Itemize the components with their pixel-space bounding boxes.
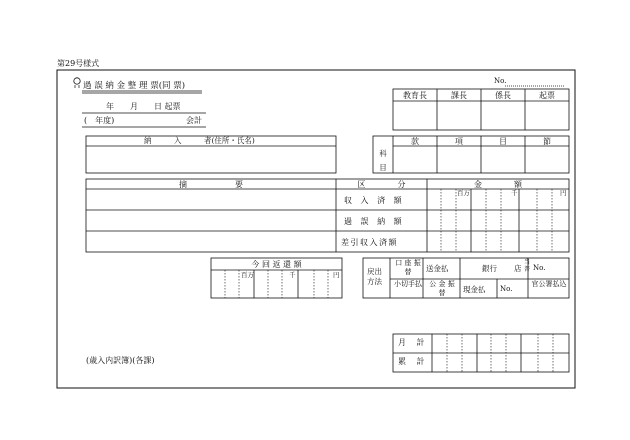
method-remittance: 送金払 [426,264,449,273]
total-cumulative: 累 計 [398,357,429,366]
kamoku-moku: 目 [499,137,507,146]
header-kingaku: 金 額 [474,180,522,189]
method-check: 小切手払 [394,280,422,288]
method-account-transfer: 口 座 振 替 [395,259,421,276]
form-number: 第29号様式 [57,59,100,68]
fiscal-label: ( 年度) [84,116,115,125]
date-line: 年 月 日 起票 [106,102,181,111]
header-kubun: 区 分 [357,180,406,189]
method-cash: 現金払 [463,285,486,294]
method-public-transfer: 公 金 振 替 [429,280,455,297]
account-label: 会計 [186,116,202,125]
footer-note: (歳入内訳簿)(各課) [86,356,155,365]
kamoku-label: 科目 [379,149,387,172]
payer-label: 納 入 者(住所・氏名) [144,136,255,145]
form-title: 過 誤 納 金 整 理 票(同 票) [83,81,186,91]
header-tekiyo: 摘 要 [179,180,243,189]
approval-kihyo: 起票 [539,91,555,100]
kamoku-kan: 款 [411,137,419,146]
unit-thousand: 千 [511,189,518,197]
punch-hole-icon [74,78,80,84]
unit-yen: 円 [560,189,567,197]
approval-kacho: 課長 [451,91,467,100]
unit-million: 百万 [457,189,470,197]
row-shunyu: 収 入 済 額 [344,196,405,205]
approval-kakaricho: 係長 [495,91,511,100]
refund-unit-yen: 円 [333,271,340,279]
method-branch-note: 当 普 [524,259,531,273]
row-kagonou: 過 誤 納 額 [344,217,405,226]
no-label: No. [494,77,507,85]
refund-label: 今 回 返 還 額 [251,260,302,269]
row-sashihiki: 差引収入済額 [341,238,398,247]
approval-kyoikucho: 教育長 [403,91,427,100]
refund-unit-million: 百万 [241,271,254,279]
method-payer-kind: 官公署払込 [531,280,567,288]
method-bank: 銀行 [482,264,497,273]
method-no: No. [533,264,546,272]
method-branch: 店 [514,264,522,273]
method-label: 戻出方法 [367,267,382,286]
kamoku-ko: 項 [455,137,463,146]
total-monthly: 月 計 [398,338,429,347]
refund-unit-thousand: 千 [289,271,296,279]
kamoku-setsu: 節 [543,137,551,146]
method-no2: No. [500,285,513,293]
